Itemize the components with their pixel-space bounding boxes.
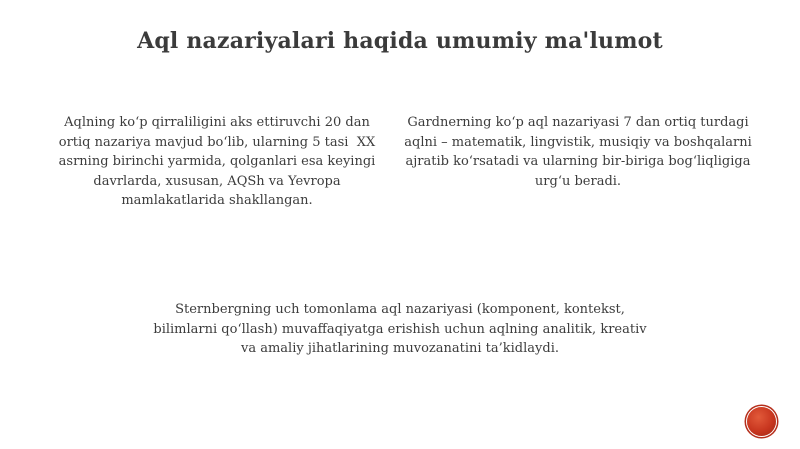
- slide-title: Aql nazariyalari haqida umumiy ma'lumot: [137, 28, 663, 54]
- next-slide-button[interactable]: [747, 407, 776, 436]
- paragraph-right: Gardnerning koʻp aql nazariyasi 7 dan ortiq turdagi aqlni – matematik, lingvistik, musiqiy va boshqalarni ajratib koʻrsatadi va ularning bir-biriga bogʻliqligiga urgʻu beradi.: [404, 115, 752, 189]
- paragraph-left: Aqlning koʻp qirraliligini aks ettiruvchi 20 dan ortiq nazariya mavjud boʻlib, ularning 5 tasi XX asrning birinchi yarmida, qolganlari esa keyingi davrlarda, xususan, AQSh va Yevropa mamlakatlarida shakllangan.: [58, 115, 376, 208]
- paragraph-bottom: Sternbergning uch tomonlama aql nazariyasi (komponent, kontekst, bilimlarni qoʻllash) muvaffaqiyatga erishish uchun aqlning analitik, kreativ va amaliy jihatlarining muvozanatini ta’kidlaydi.: [153, 302, 647, 356]
